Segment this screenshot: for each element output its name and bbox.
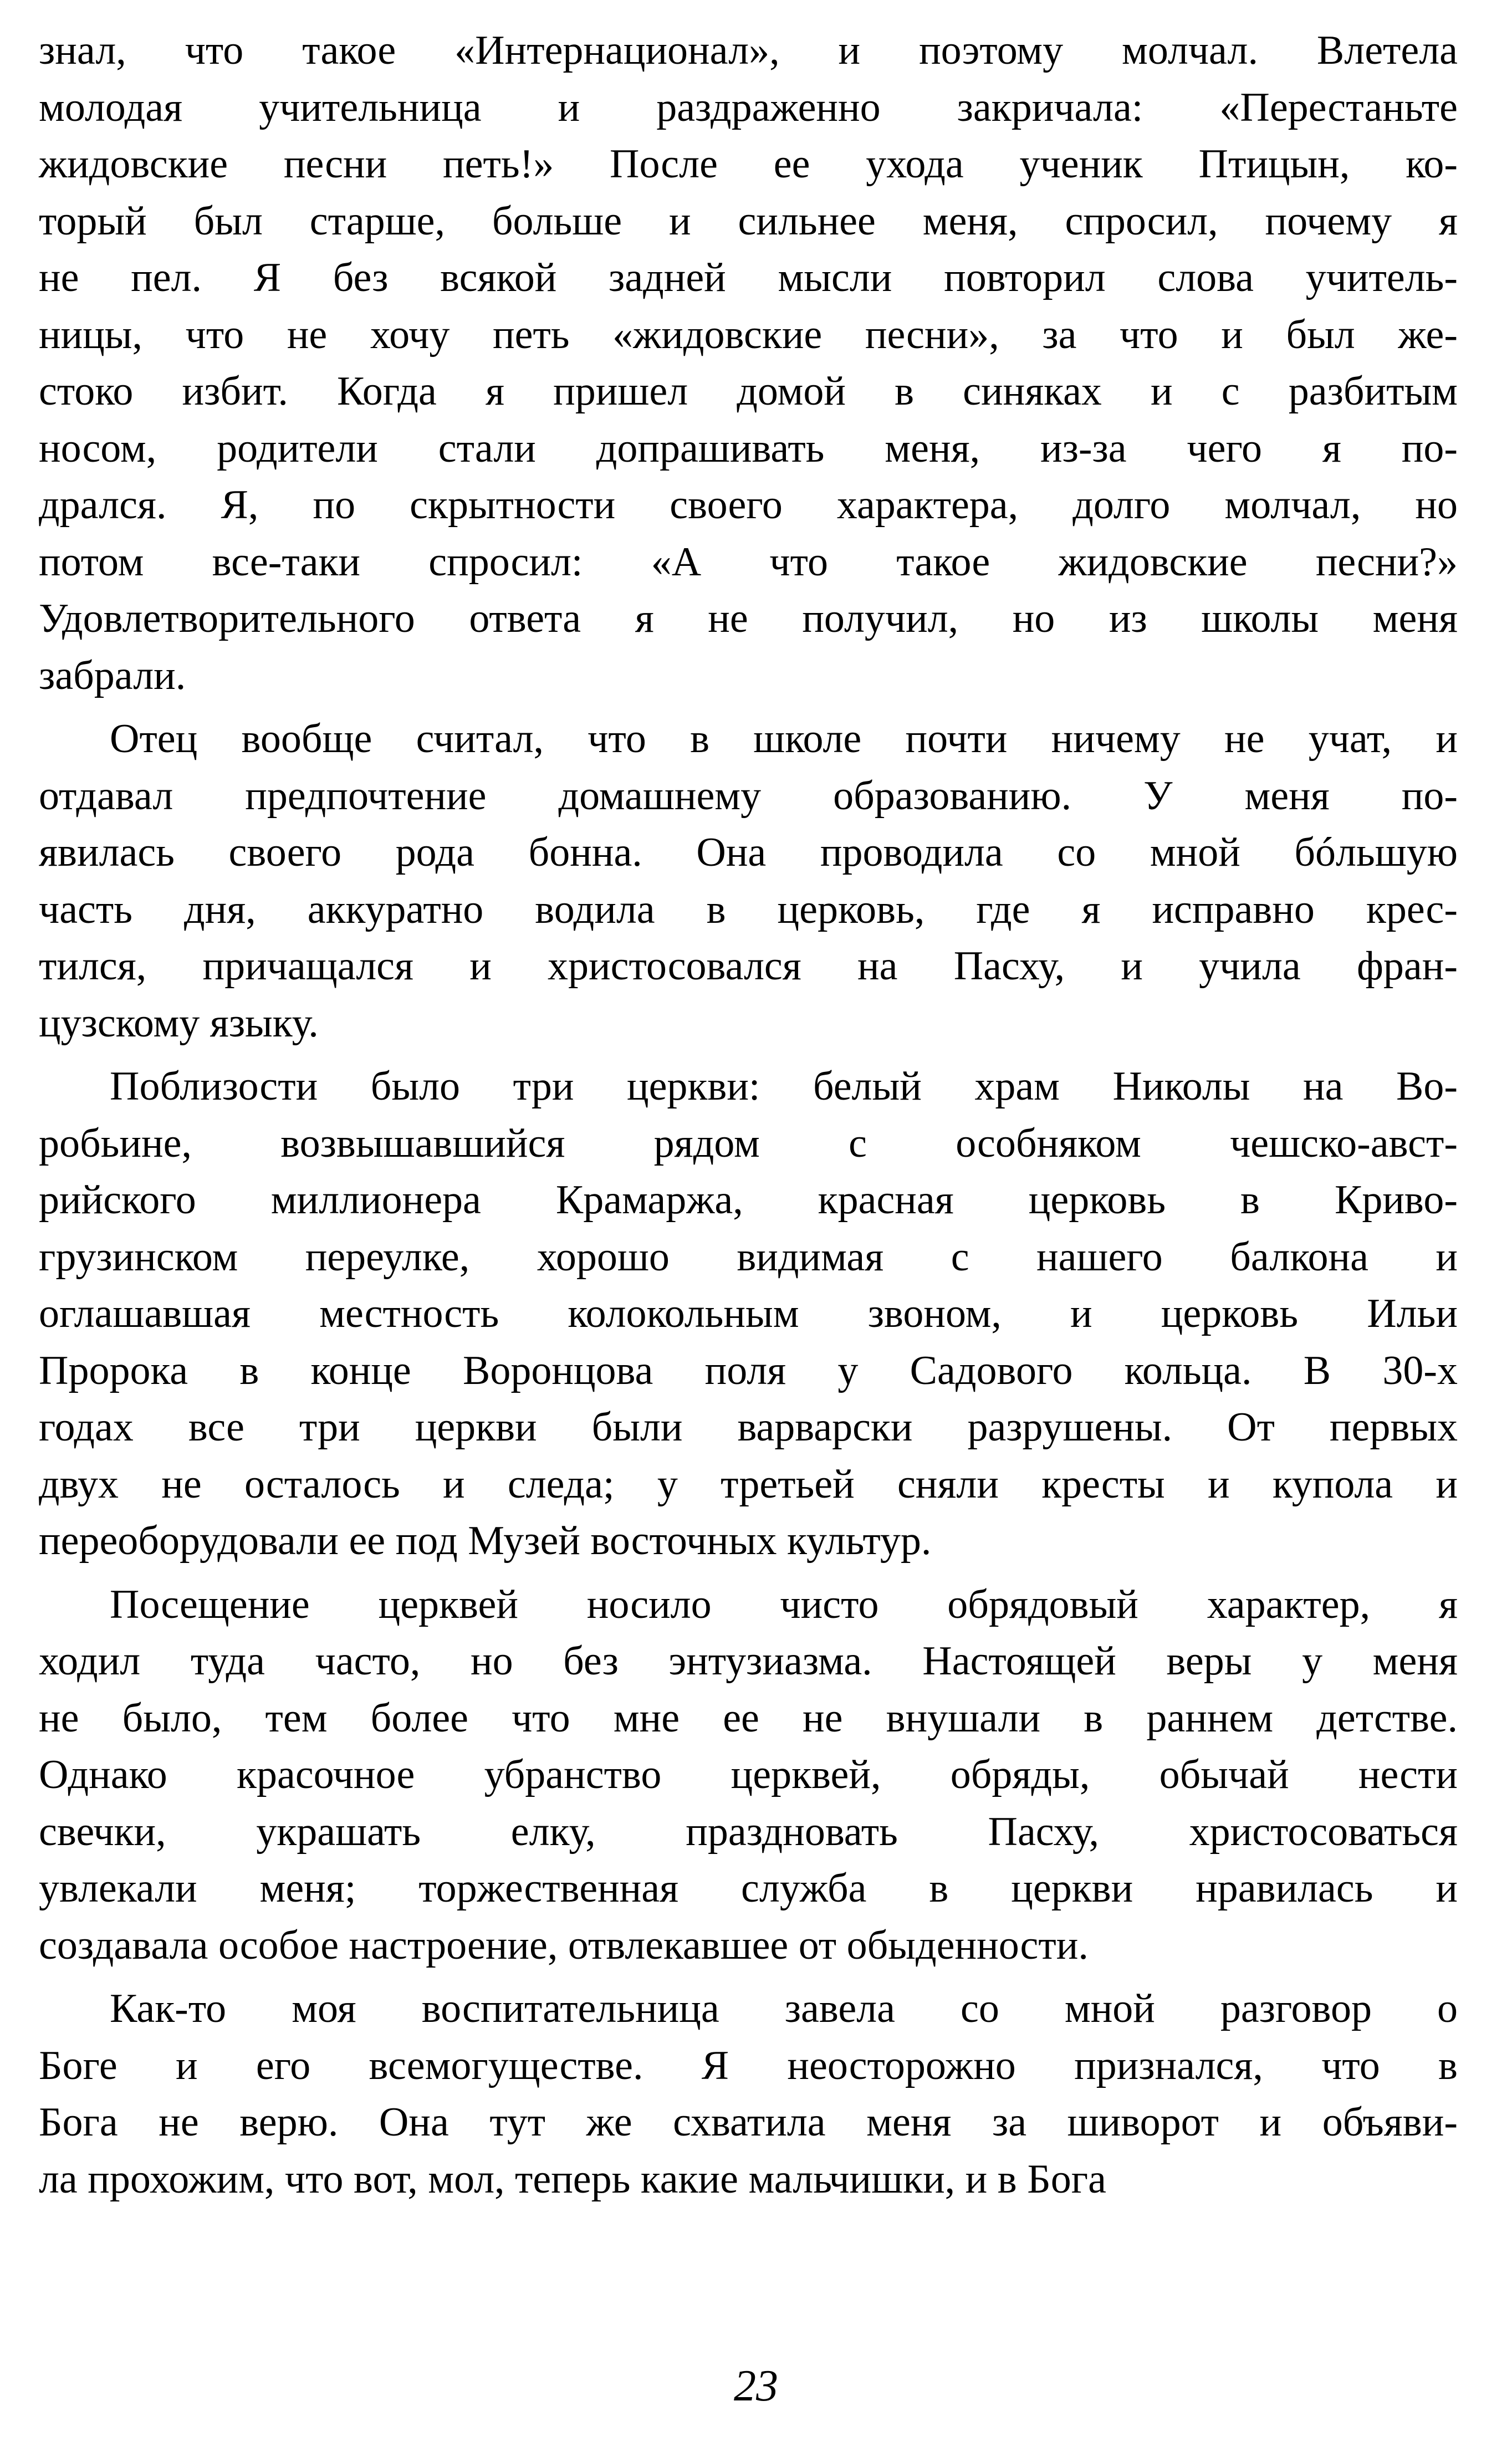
text-line: Поблизости было три церкви: белый храм Николы на Во- (110, 1064, 1458, 1109)
text-line: часть дня, аккуратно водила в церковь, где я исправно крес- (39, 886, 1458, 932)
text-line: забрали. (39, 652, 186, 698)
text-line: Как-то моя воспитательница завела со мной разговор о (110, 1986, 1458, 2031)
text-line: свечки, украшать елку, праздновать Пасху, христосоваться (39, 1809, 1458, 1855)
text-line: годах все три церкви были варварски разрушены. От первых (39, 1404, 1458, 1450)
text-line: создавала особое настроение, отвлекавшее от обыденности. (39, 1922, 1089, 1968)
text-line: переоборудовали ее под Музей восточных культур. (39, 1518, 932, 1564)
text-line: явилась своего рода бонна. Она проводила со мной бóльшую (39, 830, 1458, 875)
text-line: не было, тем более что мне ее не внушали в раннем детстве. (39, 1695, 1458, 1741)
text-line: Отец вообще считал, что в школе почти ничему не учат, и (110, 716, 1458, 762)
text-line: рийского миллионера Крамаржа, красная церковь в Криво- (39, 1177, 1458, 1223)
text-line: потом все-таки спросил: «А что такое жидовские песни?» (39, 539, 1458, 585)
text-line: увлекали меня; торжественная служба в церкви нравилась и (39, 1866, 1458, 1911)
text-line: робьине, возвышавшийся рядом с особняком чешско-авст- (39, 1120, 1458, 1166)
text-line: Пророка в конце Воронцова поля у Садового кольца. В 30-х (39, 1347, 1458, 1393)
text-line: Посещение церквей носило чисто обрядовый характер, я (110, 1581, 1458, 1627)
text-line: носом, родители стали допрашивать меня, из-за чего я по- (39, 425, 1458, 471)
text-line: ницы, что не хочу петь «жидовские песни», за что и был же- (39, 311, 1458, 357)
text-line: Бога не верю. Она тут же схватила меня за шиворот и объяви- (39, 2099, 1458, 2145)
paragraph (39, 711, 1458, 1051)
text-line: знал, что такое «Интернационал», и поэтому молчал. Влетела (39, 28, 1458, 73)
text-line: стоко избит. Когда я пришел домой в синяках и с разбитым (39, 369, 1458, 414)
page-number: 23 (734, 2362, 778, 2410)
text-line: ходил туда часто, но без энтузиазма. Настоящей веры у меня (39, 1638, 1458, 1684)
text-line: жидовские песни петь!» После ее ухода ученик Птицын, ко- (39, 141, 1458, 187)
text-line: оглашавшая местность колокольным звоном, и церковь Ильи (39, 1291, 1458, 1336)
page-body-text (39, 22, 1458, 2208)
text-line: цузскому языку. (39, 1000, 319, 1046)
text-line: не пел. Я без всякой задней мысли повторил слова учитель- (39, 255, 1458, 300)
text-line: двух не осталось и следа; у третьей сняли кресты и купола и (39, 1461, 1458, 1507)
text-line: тился, причащался и христосовался на Пасху, и учила фран- (39, 943, 1458, 989)
text-line: дрался. Я, по скрытности своего характера, долго молчал, но (39, 482, 1458, 528)
text-line: Удовлетворительного ответа я не получил, но из школы меня (39, 596, 1458, 641)
text-line: торый был старше, больше и сильнее меня, спросил, почему я (39, 198, 1458, 244)
text-line: отдавал предпочтение домашнему образованию. У меня по- (39, 773, 1458, 819)
paragraph (39, 1058, 1458, 1570)
paragraph (39, 1576, 1458, 1974)
text-line: Однако красочное убранство церквей, обряды, обычай нести (39, 1752, 1458, 1797)
text-line: ла прохожим, что вот, мол, теперь какие мальчишки, и в Бога (39, 2156, 1106, 2202)
text-line: Боге и его всемогуществе. Я неосторожно признался, что в (39, 2042, 1458, 2088)
text-line: грузинском переулке, хорошо видимая с нашего балкона и (39, 1234, 1458, 1280)
paragraph (39, 22, 1458, 704)
text-line: молодая учительница и раздраженно закричала: «Перестаньте (39, 84, 1458, 130)
paragraph (39, 1980, 1458, 2208)
